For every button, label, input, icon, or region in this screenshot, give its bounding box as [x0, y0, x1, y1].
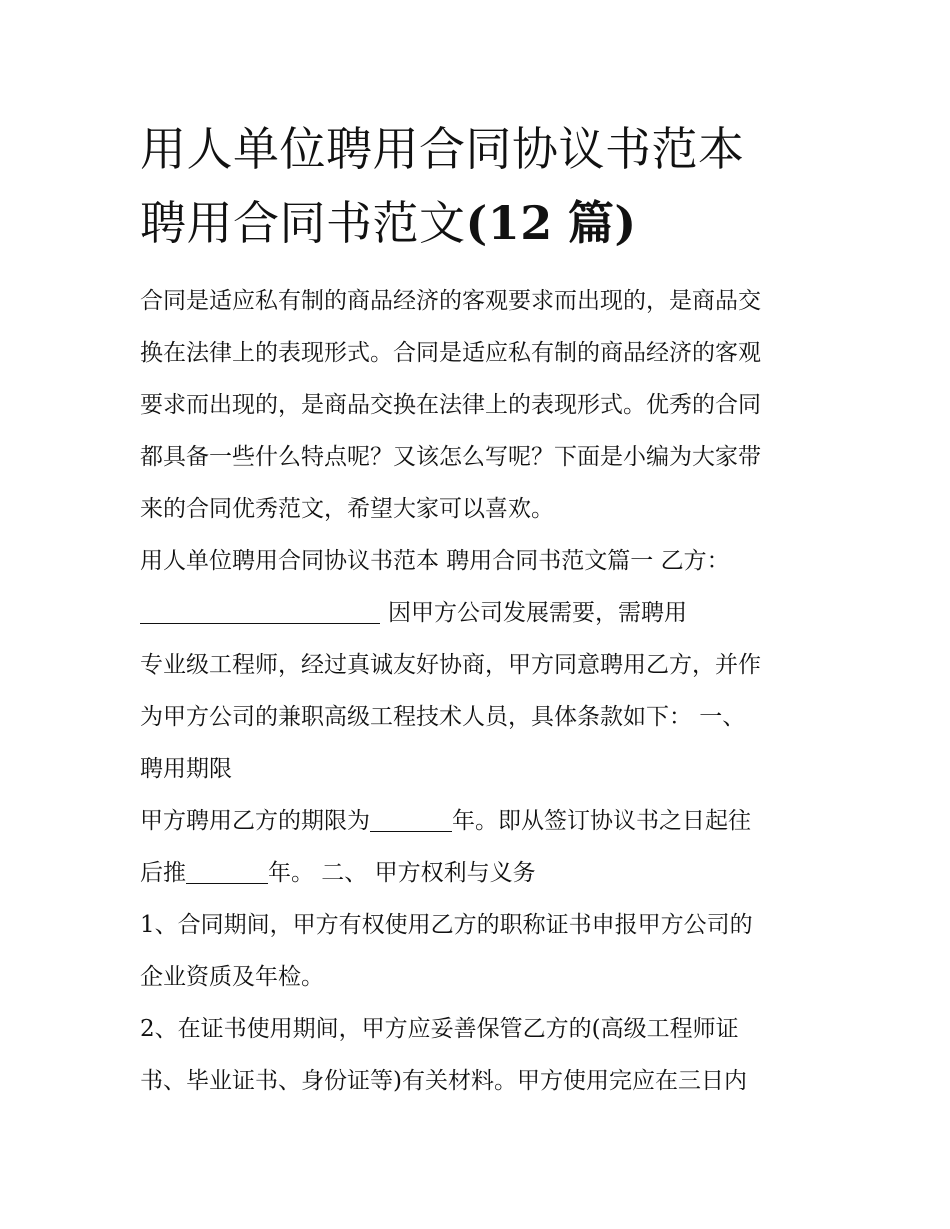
term-extend-blank	[186, 853, 268, 884]
clause-line: 书、毕业证书、身份证等)有关材料。甲方使用完应在三日内	[140, 1068, 747, 1094]
intro-line: 都具备一些什么特点呢？又该怎么写呢？下面是小编为大家带	[140, 444, 761, 470]
section1-line: 专业级工程师，经过真诚友好协商，甲方同意聘用乙方，并作	[140, 652, 761, 678]
party-b-line	[140, 587, 830, 639]
section1-line: 聘用期限	[140, 756, 232, 782]
term-line-1-suffix: 年。即从签订协议书之日起往	[452, 808, 751, 834]
document-body	[140, 275, 830, 1107]
term-line-2-suffix: 年。 二、 甲方权利与义务	[268, 860, 536, 886]
title-line-2: 聘用合同书范文	[140, 196, 466, 250]
clause-line: 企业资质及年检。	[140, 964, 324, 990]
intro-line: 合同是适应私有制的商品经济的客观要求而出现的，是商品交	[140, 288, 761, 314]
term-line-1	[140, 795, 830, 847]
intro-line: 要求而出现的，是商品交换在法律上的表现形式。优秀的合同	[140, 392, 761, 418]
clause-line: 2、在证书使用期间，甲方应妥善保管乙方的(高级工程师证	[140, 1016, 739, 1042]
party-b-blank	[140, 593, 380, 624]
term-years-blank	[370, 801, 452, 832]
title-line-1: 用人单位聘用合同协议书范本	[140, 122, 745, 176]
intro-line: 换在法律上的表现形式。合同是适应私有制的商品经济的客观	[140, 340, 761, 366]
party-b-text: 因甲方公司发展需要，需聘用	[388, 600, 687, 626]
title-count: (12	[465, 196, 553, 250]
term-line-2	[140, 847, 830, 899]
section1-line: 为甲方公司的兼职高级工程技术人员，具体条款如下： 一、	[140, 704, 746, 730]
title-suffix: 篇)	[567, 196, 637, 250]
intro-line: 来的合同优秀范文，希望大家可以喜欢。	[140, 496, 554, 522]
term-line-2-prefix: 后推	[140, 860, 186, 886]
document-title	[140, 112, 840, 260]
clause-line: 1、合同期间，甲方有权使用乙方的职称证书申报甲方公司的	[140, 912, 753, 938]
term-line-1-prefix: 甲方聘用乙方的期限为	[140, 808, 370, 834]
section1-heading: 用人单位聘用合同协议书范本 聘用合同书范文篇一 乙方：	[140, 548, 730, 574]
